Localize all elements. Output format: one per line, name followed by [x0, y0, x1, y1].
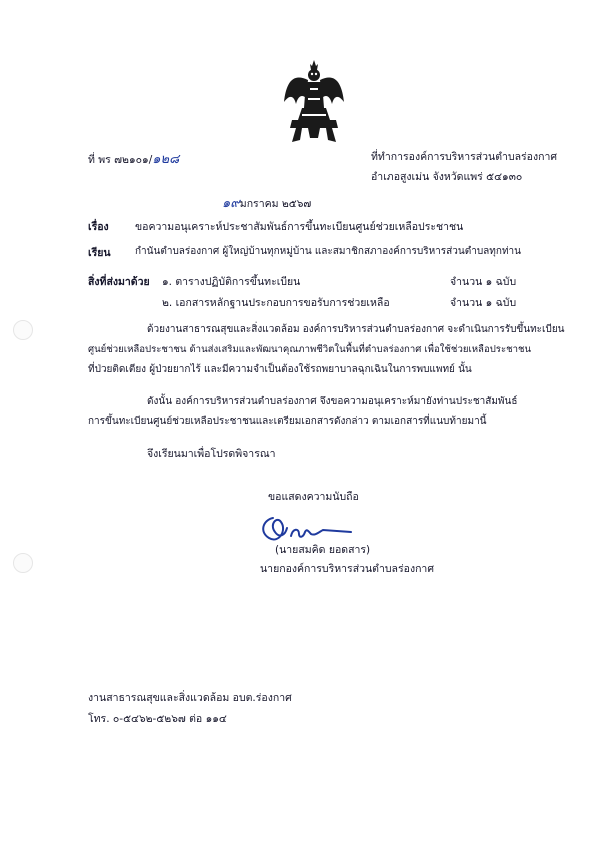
body-paragraph-1-line-1: ด้วยงานสาธารณสุขและสิ่งแวดล้อม องค์การบริหารส่วนตำบลร่องกาศ จะดำเนินการรับขึ้นทะเบียน: [147, 324, 565, 335]
enclosure-item-text: ๒. เอกสารหลักฐานประกอบการขอรับการช่วยเหลือ: [162, 297, 390, 309]
enclosure-item-qty: จำนวน ๑ ฉบับ: [450, 276, 517, 288]
salutation: ขอแสดงความนับถือ: [268, 491, 359, 503]
body-paragraph-1-line-2: ศูนย์ช่วยเหลือประชาชน ด้านส่งเสริมและพัฒนาคุณภาพชีวิตในพื้นที่ตำบลร่องกาศ เพื่อใช้ช่วยเหลือประชาชน: [88, 344, 532, 355]
body-paragraph-2-line-2: การขึ้นทะเบียนศูนย์ช่วยเหลือประชาชนและเตรียมเอกสารดังกล่าว ตามเอกสารที่แนบท้ายมานี้: [88, 416, 487, 427]
body-paragraph-1-line-3: ที่ป่วยติดเตียง ผู้ป่วยยากไร้ และมีความจำเป็นต้องใช้รถพยาบาลฉุกเฉินในการพบแพทย์ นั้น: [88, 364, 472, 375]
recipient-label: เรียน: [88, 247, 111, 259]
subject-text: ขอความอนุเคราะห์ประชาสัมพันธ์การขึ้นทะเบียนศูนย์ช่วยเหลือประชาชน: [135, 221, 464, 233]
date-day-handwritten: ๑๙: [222, 196, 240, 211]
office-name: ที่ทำการองค์การบริหารส่วนตำบลร่องกาศ: [371, 151, 558, 163]
signatory-name: (นายสมคิด ยอดสาร): [275, 544, 371, 556]
reference-number: [88, 148, 179, 169]
enclosure-item-qty: จำนวน ๑ ฉบับ: [450, 297, 517, 309]
recipient-text: กำนันตำบลร่องกาศ ผู้ใหญ่บ้านทุกหมู่บ้าน และสมาชิกสภาองค์การบริหารส่วนตำบลทุกท่าน: [135, 246, 521, 257]
footer-phone: โทร. ๐-๕๔๖๒-๕๒๖๗ ต่อ ๑๑๔: [88, 713, 227, 725]
closing-request: จึงเรียนมาเพื่อโปรดพิจารณา: [147, 448, 276, 460]
reference-number-handwritten: ๑๒๘: [152, 152, 180, 167]
letter-date: [222, 192, 311, 213]
punch-hole: [13, 553, 33, 573]
office-address: อำเภอสูงเม่น จังหวัดแพร่ ๕๔๑๓๐: [371, 171, 523, 183]
body-paragraph-2-line-1: ดังนั้น องค์การบริหารส่วนตำบลร่องกาศ จึงขอความอนุเคราะห์มายังท่านประชาสัมพันธ์: [147, 396, 518, 407]
footer-department: งานสาธารณสุขและสิ่งแวดล้อม อบต.ร่องกาศ: [88, 692, 292, 704]
signatory-position: นายกองค์การบริหารส่วนตำบลร่องกาศ: [260, 563, 434, 575]
reference-prefix: ที่ พร ๗๒๑๐๑/: [88, 154, 153, 166]
subject-label: เรื่อง: [88, 221, 109, 233]
date-month-year: มกราคม ๒๕๖๗: [239, 198, 312, 210]
enclosures-label: สิ่งที่ส่งมาด้วย: [88, 276, 150, 288]
enclosure-item-text: ๑. ตารางปฏิบัติการขึ้นทะเบียน: [162, 276, 301, 288]
punch-hole: [13, 320, 33, 340]
garuda-emblem: [282, 58, 346, 144]
